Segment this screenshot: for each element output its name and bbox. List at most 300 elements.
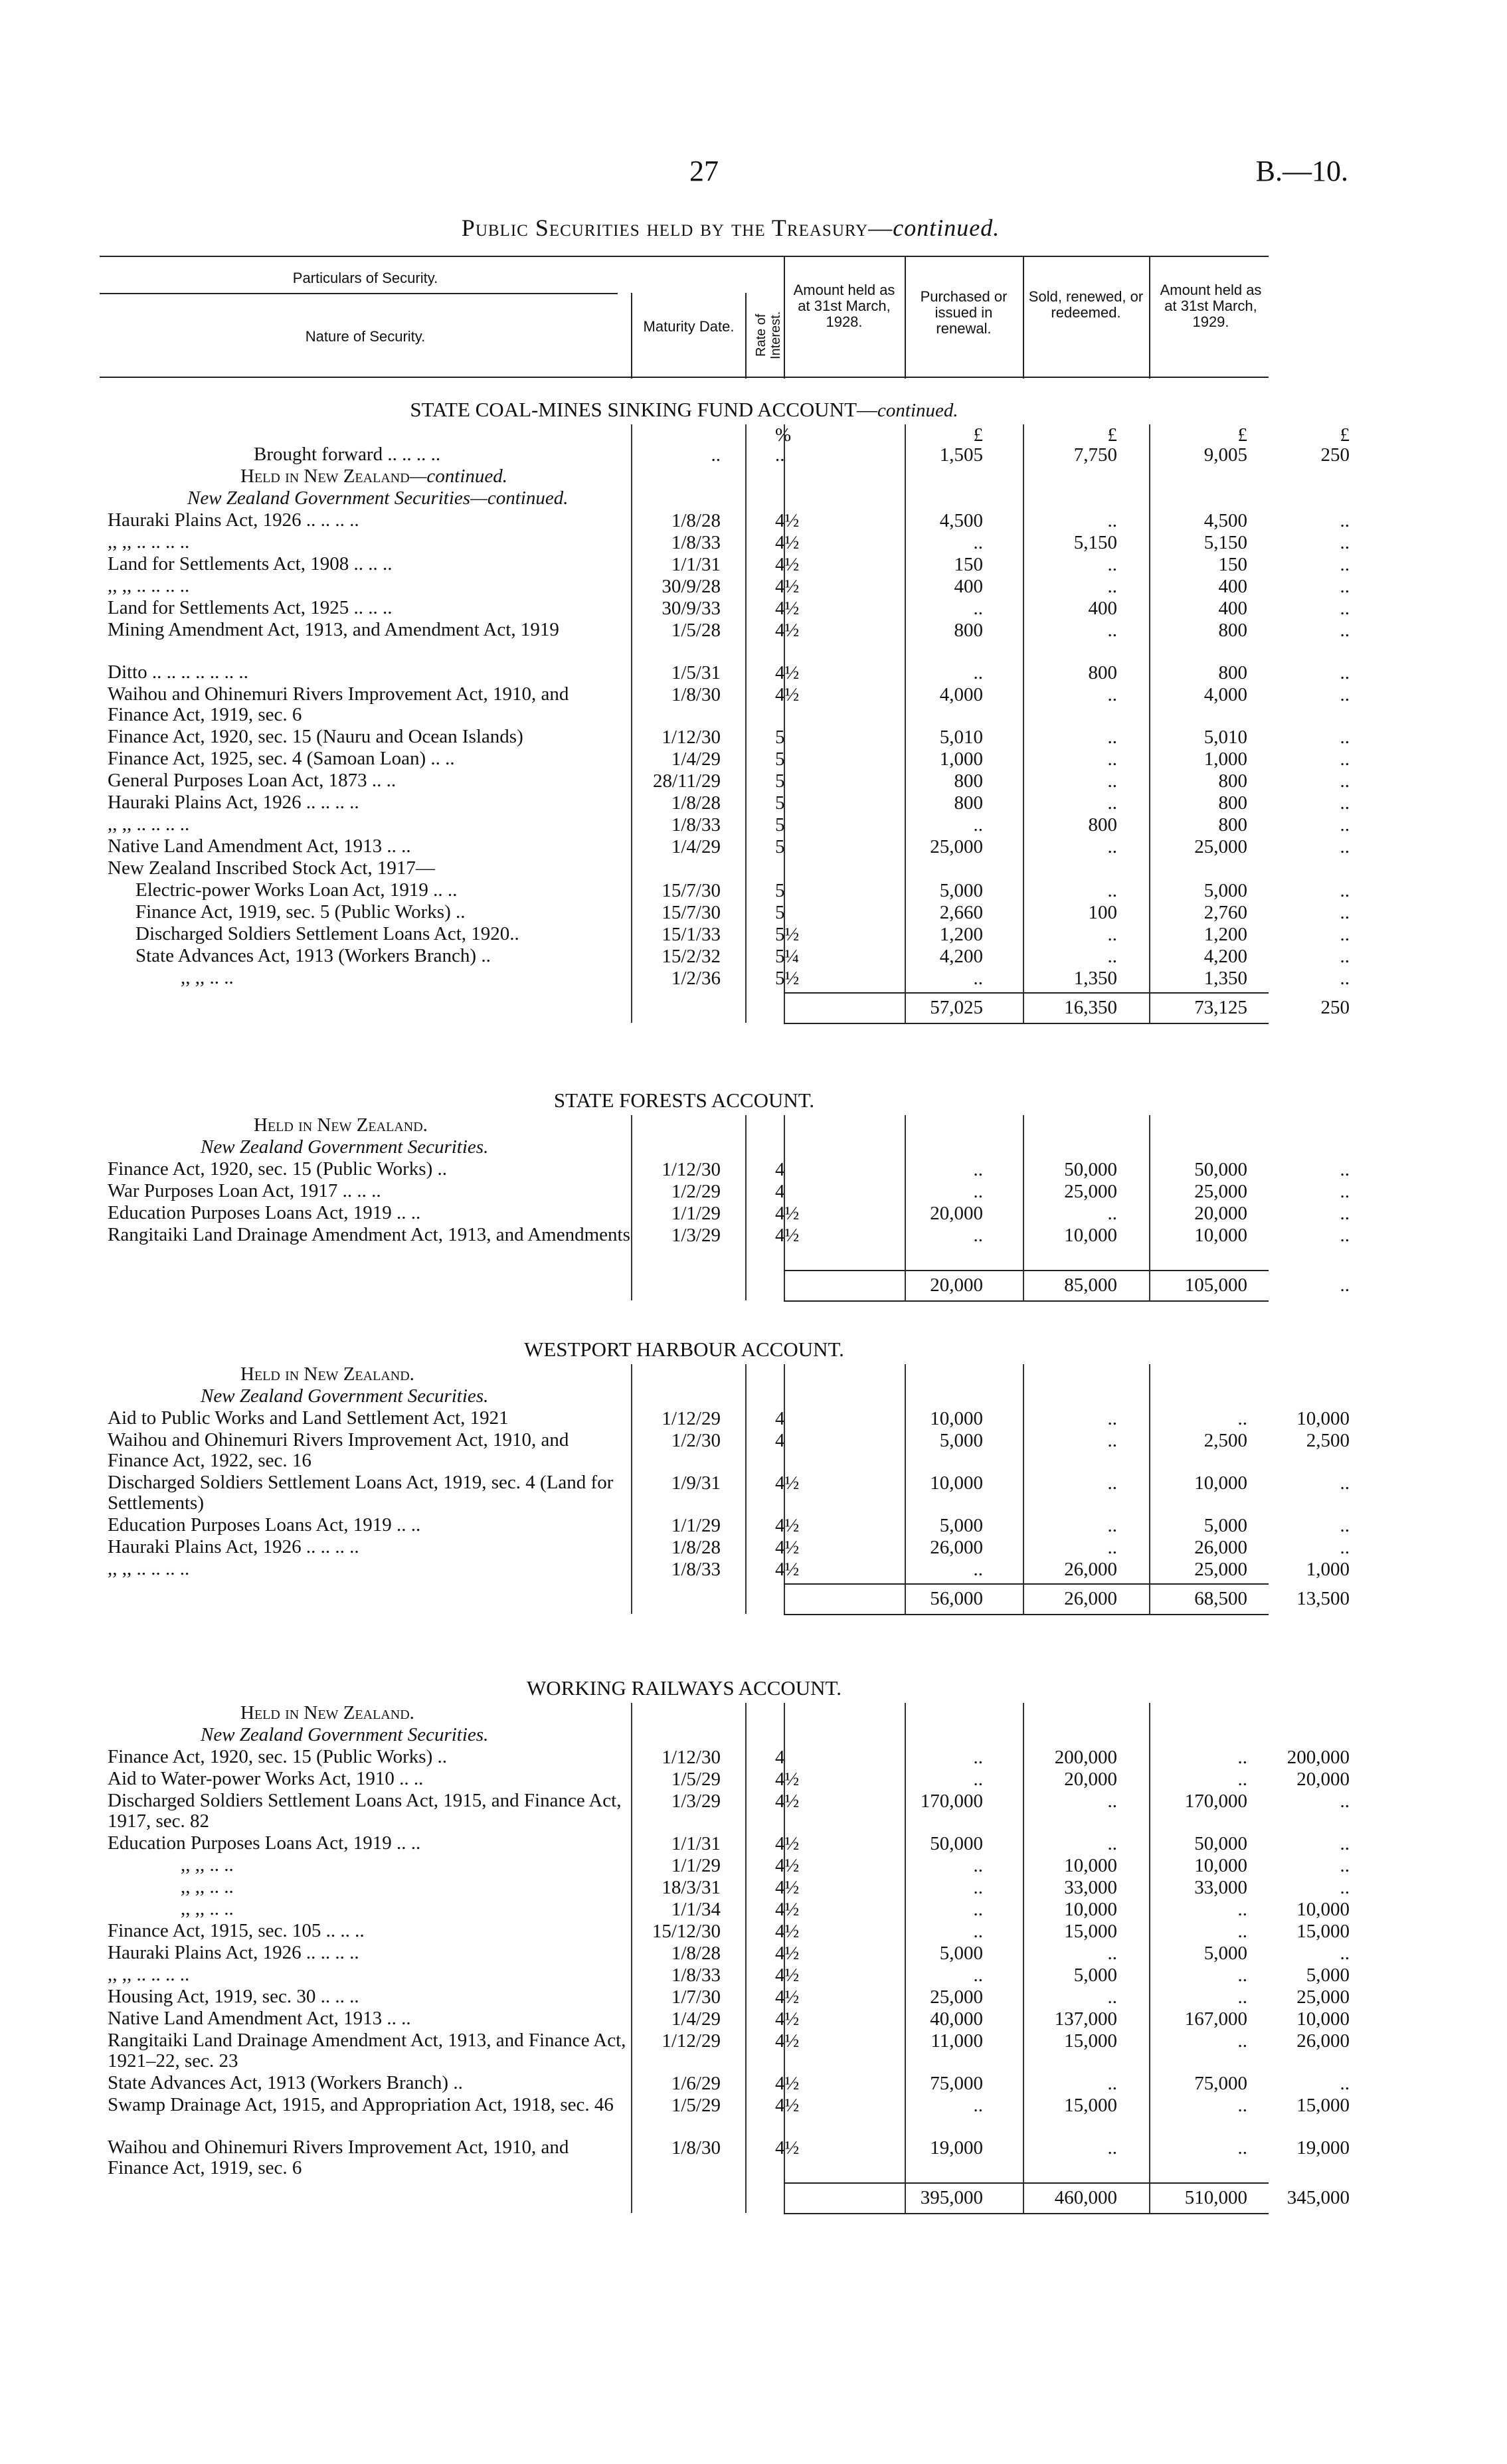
document-title: Public Securities held by the Treasury—continued. xyxy=(461,215,1000,241)
total-row: 57,025 16,350 73,125 250 xyxy=(930,997,1350,1018)
amount-held-1929: .. xyxy=(1340,924,1350,945)
amount-held-1928: 170,000 xyxy=(920,1791,983,1812)
amount-held-1928: 10,000 xyxy=(930,1472,983,1494)
table-row xyxy=(100,619,1350,662)
interest-rate: 4 xyxy=(775,1181,785,1202)
security-name: Education Purposes Loans Act, 1919 .. .. xyxy=(108,1832,421,1854)
amount-held-1928: 25,000 xyxy=(930,836,983,857)
security-name: Finance Act, 1920, sec. 15 (Public Works) .. xyxy=(108,1158,447,1180)
purchased-amount: 10,000 xyxy=(1064,1855,1117,1876)
interest-rate: 4 xyxy=(775,1430,785,1451)
sold-amount: 400 xyxy=(1218,598,1247,619)
amount-held-1929: .. xyxy=(1340,1159,1350,1180)
maturity-date: 1/5/31 xyxy=(671,662,721,683)
amount-held-1929: 10,000 xyxy=(1296,1408,1350,1429)
sold-amount: 25,000 xyxy=(1194,836,1247,857)
interest-rate: 4½ xyxy=(775,532,800,553)
interest-rate: 4½ xyxy=(775,510,800,531)
interest-rate: 4½ xyxy=(775,1877,800,1898)
interest-rate: 4 xyxy=(775,1747,785,1768)
amount-held-1928: 10,000 xyxy=(930,1408,983,1429)
amount-held-1928: 25,000 xyxy=(930,1986,983,2008)
table-row xyxy=(100,531,1350,554)
section-title: WESTPORT HARBOUR ACCOUNT. xyxy=(524,1338,844,1361)
security-name: ,, ,, .. .. .. .. xyxy=(108,1558,190,1579)
purchased-amount: 25,000 xyxy=(1064,1181,1117,1202)
column-rule xyxy=(631,1703,632,2213)
amount-held-1929: 1,000 xyxy=(1306,1559,1350,1580)
column-rule xyxy=(1149,1115,1150,1300)
purchased-amount: 50,000 xyxy=(1064,1159,1117,1180)
purchased-amount: 10,000 xyxy=(1064,1899,1117,1920)
security-name: Hauraki Plains Act, 1926 .. .. .. .. xyxy=(108,792,359,813)
purchased-amount: 800 xyxy=(1088,814,1117,836)
section-title: STATE COAL-MINES SINKING FUND ACCOUNT—continued. xyxy=(410,398,958,421)
interest-rate: 5½ xyxy=(775,924,800,945)
purchased-amount: .. xyxy=(1107,1430,1117,1451)
purchased-amount: .. xyxy=(1107,1515,1117,1536)
sold-amount: 75,000 xyxy=(1194,2073,1247,2094)
total-row: 56,000 26,000 68,500 13,500 xyxy=(930,1588,1350,1609)
purchased-amount: .. xyxy=(1107,1986,1117,2008)
sold-amount: .. xyxy=(1237,1965,1247,1986)
purchased-amount: .. xyxy=(1107,880,1117,901)
purchased-amount: 10,000 xyxy=(1064,1225,1117,1246)
held-heading: Held in New Zealand. xyxy=(254,1114,428,1136)
coal-rows xyxy=(100,509,1350,990)
amount-held-1929: .. xyxy=(1340,620,1350,641)
sold-amount: 4,000 xyxy=(1203,684,1247,705)
security-name: Waihou and Ohinemuri Rivers Improvement Act, 1910, and Finance Act, 1919, sec. 6 xyxy=(108,683,569,725)
amount-held-1929: .. xyxy=(1340,792,1350,814)
sold-amount: .. xyxy=(1237,1769,1247,1790)
amount-held-1928: 800 xyxy=(954,620,983,641)
column-rule xyxy=(745,1703,747,2213)
column-rule xyxy=(784,1115,785,1300)
interest-rate: 4½ xyxy=(775,1515,800,1536)
purchased-amount: 26,000 xyxy=(1064,1559,1117,1580)
column-rule xyxy=(745,1364,747,1614)
maturity-date: 30/9/33 xyxy=(662,598,721,619)
table-row xyxy=(100,1429,1350,1472)
interest-rate: 5 xyxy=(775,748,785,770)
page-reference: B.—10. xyxy=(1255,155,1348,187)
sold-amount: .. xyxy=(1237,1986,1247,2008)
table-row xyxy=(100,814,1350,836)
sold-amount: 1,200 xyxy=(1203,924,1247,945)
interest-rate: 4½ xyxy=(775,1472,800,1494)
maturity-date: 1/2/36 xyxy=(671,968,721,989)
amount-held-1929: .. xyxy=(1340,1203,1350,1224)
held-heading: Held in New Zealand. xyxy=(240,1702,414,1723)
amount-held-1928: .. xyxy=(973,1559,983,1580)
security-name: Discharged Soldiers Settlement Loans Act, 1919, sec. 4 (Land for Settlements) xyxy=(108,1472,614,1514)
security-name: ,, ,, .. .. .. .. xyxy=(108,814,190,835)
purchased-amount: .. xyxy=(1107,2137,1117,2158)
header-amount-1929: Amount held as at 31st March, 1929. xyxy=(1160,282,1262,330)
maturity-date: 1/8/28 xyxy=(671,1537,721,1558)
security-name: Land for Settlements Act, 1908 .. .. .. xyxy=(108,553,393,574)
maturity-date: 1/8/28 xyxy=(671,510,721,531)
security-name: Native Land Amendment Act, 1913 .. .. xyxy=(108,836,411,857)
amount-held-1929: .. xyxy=(1340,1943,1350,1964)
interest-rate: 4½ xyxy=(775,2030,800,2052)
maturity-date: 1/12/30 xyxy=(662,727,721,748)
security-name: Finance Act, 1915, sec. 105 .. .. .. xyxy=(108,1920,365,1941)
table-row xyxy=(100,1558,1350,1581)
interest-rate: 4½ xyxy=(775,1833,800,1854)
amount-held-1929: .. xyxy=(1340,1472,1350,1494)
maturity-date: 15/7/30 xyxy=(662,902,721,923)
sold-amount: 800 xyxy=(1218,770,1247,792)
amount-held-1929: .. xyxy=(1340,510,1350,531)
security-name: Ditto .. .. .. .. .. .. .. xyxy=(108,661,248,683)
column-rule xyxy=(905,1703,906,2213)
amount-held-1928: 5,010 xyxy=(939,727,983,748)
interest-rate: 4½ xyxy=(775,1791,800,1812)
title-main: Public Securities held by the Treasury xyxy=(461,215,869,241)
table-row xyxy=(100,1768,1350,1791)
interest-rate: 4½ xyxy=(775,662,800,683)
maturity-date: 1/4/29 xyxy=(671,748,721,770)
amount-held-1929: .. xyxy=(1340,1855,1350,1876)
held-heading: Held in New Zealand—continued. xyxy=(240,466,508,487)
security-name: Finance Act, 1919, sec. 5 (Public Works) .. xyxy=(135,901,466,923)
sold-amount: 150 xyxy=(1218,554,1247,575)
sold-amount: .. xyxy=(1237,2095,1247,2116)
interest-rate: 4½ xyxy=(775,2095,800,2116)
column-rule xyxy=(745,1115,747,1300)
purchased-amount: .. xyxy=(1107,1203,1117,1224)
purchased-amount: .. xyxy=(1107,1408,1117,1429)
table-row xyxy=(100,879,1350,902)
table-row xyxy=(100,792,1350,814)
table-row xyxy=(100,553,1350,576)
interest-rate: 4½ xyxy=(775,1943,800,1964)
interest-rate: 5 xyxy=(775,836,785,857)
sold-amount: 800 xyxy=(1218,620,1247,641)
interest-rate: 5 xyxy=(775,727,785,748)
table-row xyxy=(100,2008,1350,2030)
amount-held-1929: .. xyxy=(1340,1537,1350,1558)
security-name: Native Land Amendment Act, 1913 .. .. xyxy=(108,2008,411,2029)
table-row xyxy=(100,597,1350,620)
security-name: Discharged Soldiers Settlement Loans Act, 1915, and Finance Act, 1917, sec. 82 xyxy=(108,1790,622,1832)
maturity-date: 1/4/29 xyxy=(671,2008,721,2030)
section-working-railways xyxy=(100,1674,1350,2216)
purchased-amount: 5,150 xyxy=(1073,532,1117,553)
sold-amount: 2,760 xyxy=(1203,902,1247,923)
amount-held-1928: .. xyxy=(973,598,983,619)
maturity-date: 1/12/30 xyxy=(662,1159,721,1180)
subheading: New Zealand Government Securities. xyxy=(201,1136,489,1158)
interest-rate: 4½ xyxy=(775,1769,800,1790)
security-name: Electric-power Works Loan Act, 1919 .. .. xyxy=(135,879,458,901)
purchased-amount: 15,000 xyxy=(1064,2030,1117,2052)
column-rule xyxy=(745,424,747,1023)
security-name: State Advances Act, 1913 (Workers Branch) .. xyxy=(108,2072,463,2093)
interest-rate: 4 xyxy=(775,1159,785,1180)
security-name: ,, ,, .. .. .. .. xyxy=(108,1964,190,1985)
security-name: New Zealand Inscribed Stock Act, 1917— xyxy=(108,857,435,879)
interest-rate: 4½ xyxy=(775,1899,800,1920)
table-row xyxy=(100,1986,1350,2008)
table-row xyxy=(100,575,1350,598)
sold-amount: 400 xyxy=(1218,576,1247,597)
purchased-amount: 137,000 xyxy=(1054,2008,1117,2030)
table-row xyxy=(100,1964,1350,1986)
total-rule xyxy=(784,1023,1269,1024)
amount-held-1928: .. xyxy=(973,1769,983,1790)
title-suffix: continued. xyxy=(893,215,1000,241)
table-row xyxy=(100,2094,1350,2137)
header-maturity: Maturity Date. xyxy=(643,318,735,335)
amount-held-1929: .. xyxy=(1340,880,1350,901)
amount-held-1929: .. xyxy=(1340,1225,1350,1246)
units-row: % £ £ £ £ xyxy=(775,424,1350,446)
interest-rate: 5 xyxy=(775,902,785,923)
amount-held-1928: .. xyxy=(973,1181,983,1202)
interest-rate: 4½ xyxy=(775,1855,800,1876)
amount-held-1929: .. xyxy=(1340,946,1350,967)
maturity-date: 1/5/28 xyxy=(671,620,721,641)
amount-held-1928: 4,000 xyxy=(939,684,983,705)
interest-rate: 5 xyxy=(775,880,785,901)
maturity-date: 1/1/29 xyxy=(671,1855,721,1876)
maturity-date: 15/2/32 xyxy=(662,946,721,967)
amount-held-1929: .. xyxy=(1340,532,1350,553)
maturity-date: 1/8/33 xyxy=(671,1559,721,1580)
table-row xyxy=(100,1790,1350,1833)
column-rule xyxy=(631,424,632,1023)
amount-held-1929: .. xyxy=(1340,1181,1350,1202)
purchased-amount: 800 xyxy=(1088,662,1117,683)
total-rule xyxy=(784,1614,1269,1615)
maturity-date: 1/8/33 xyxy=(671,1965,721,1986)
interest-rate: 4½ xyxy=(775,620,800,641)
column-rule xyxy=(905,1115,906,1300)
amount-held-1929: 10,000 xyxy=(1296,1899,1350,1920)
maturity-date: 1/8/33 xyxy=(671,814,721,836)
interest-rate: 4½ xyxy=(775,1225,800,1246)
table-row xyxy=(100,1224,1350,1267)
amount-held-1929: 25,000 xyxy=(1296,1986,1350,2008)
column-rule xyxy=(1149,424,1150,1023)
sold-amount: 50,000 xyxy=(1194,1833,1247,1854)
sold-amount: 20,000 xyxy=(1194,1203,1247,1224)
column-rule xyxy=(784,1364,785,1614)
interest-rate: 5¼ xyxy=(775,946,800,967)
column-rule xyxy=(784,424,785,1023)
table-row xyxy=(100,945,1350,968)
table-row xyxy=(100,2072,1350,2095)
sold-amount: 167,000 xyxy=(1184,2008,1247,2030)
sold-amount: 1,350 xyxy=(1203,968,1247,989)
table-row xyxy=(100,1746,1350,1769)
purchased-amount: .. xyxy=(1107,510,1117,531)
sold-amount: 800 xyxy=(1218,792,1247,814)
amount-held-1928: 5,000 xyxy=(939,880,983,901)
purchased-amount: .. xyxy=(1107,620,1117,641)
table-row xyxy=(100,748,1350,770)
amount-held-1928: .. xyxy=(973,1747,983,1768)
amount-held-1929: .. xyxy=(1340,968,1350,989)
maturity-date: 1/1/29 xyxy=(671,1203,721,1224)
amount-held-1929: .. xyxy=(1340,554,1350,575)
sold-amount: .. xyxy=(1237,1747,1247,1768)
maturity-date: 18/3/31 xyxy=(662,1877,721,1898)
interest-rate: 4½ xyxy=(775,576,800,597)
total-row: 20,000 85,000 105,000 .. xyxy=(930,1275,1350,1296)
sold-amount: 5,000 xyxy=(1203,1943,1247,1964)
table-row xyxy=(100,770,1350,792)
amount-held-1928: 11,000 xyxy=(931,2030,983,2052)
column-rule xyxy=(1149,1703,1150,2213)
maturity-date: 1/7/30 xyxy=(671,1986,721,2008)
amount-held-1928: 800 xyxy=(954,792,983,814)
interest-rate: 5 xyxy=(775,770,785,792)
table-row xyxy=(100,1876,1350,1899)
purchased-amount: .. xyxy=(1107,1833,1117,1854)
amount-held-1928: 2,660 xyxy=(939,902,983,923)
column-rule xyxy=(1023,1703,1024,2213)
amount-held-1929: 5,000 xyxy=(1306,1965,1350,1986)
interest-rate: 4½ xyxy=(775,1559,800,1580)
sold-amount: 26,000 xyxy=(1194,1537,1247,1558)
header-purchased: Purchased or issued in renewal. xyxy=(920,288,1008,337)
security-name: Land for Settlements Act, 1925 .. .. .. xyxy=(108,597,393,618)
maturity-date: 1/4/29 xyxy=(671,836,721,857)
security-name: ,, ,, .. .. xyxy=(181,1876,234,1897)
subheading: New Zealand Government Securities. xyxy=(201,1724,489,1745)
purchased-amount: .. xyxy=(1107,946,1117,967)
sold-amount: 50,000 xyxy=(1194,1159,1247,1180)
total-rule xyxy=(784,2213,1269,2214)
table-row xyxy=(100,509,1350,532)
amount-held-1928: .. xyxy=(973,1225,983,1246)
interest-rate: 4½ xyxy=(775,2073,800,2094)
maturity-date: 1/3/29 xyxy=(671,1225,721,1246)
security-name: ,, ,, .. .. xyxy=(181,1898,234,1919)
maturity-date: 1/1/31 xyxy=(671,1833,721,1854)
held-heading: Held in New Zealand. xyxy=(240,1364,414,1385)
purchased-amount: 15,000 xyxy=(1064,2095,1117,2116)
purchased-amount: 15,000 xyxy=(1064,1921,1117,1942)
sold-amount: .. xyxy=(1237,1899,1247,1920)
security-name: ,, ,, .. .. .. .. xyxy=(108,531,190,553)
westport-rows xyxy=(100,1407,1350,1581)
security-name: Aid to Public Works and Land Settlement Act, 1921 xyxy=(108,1407,509,1429)
maturity-date: 1/2/30 xyxy=(671,1430,721,1451)
maturity-date: 1/8/28 xyxy=(671,792,721,814)
amount-held-1929: .. xyxy=(1340,576,1350,597)
interest-rate: 4½ xyxy=(775,1965,800,1986)
subheading: New Zealand Government Securities. xyxy=(201,1385,489,1407)
maturity-date: 15/7/30 xyxy=(662,880,721,901)
sold-amount: 800 xyxy=(1218,662,1247,683)
column-rule xyxy=(905,424,906,1023)
total-rule xyxy=(784,1300,1269,1302)
amount-held-1928: 26,000 xyxy=(930,1537,983,1558)
maturity-date: 1/1/31 xyxy=(671,554,721,575)
header-nature: Nature of Security. xyxy=(305,328,426,345)
amount-held-1928: 5,000 xyxy=(939,1515,983,1536)
amount-held-1929: .. xyxy=(1340,770,1350,792)
interest-rate: 5 xyxy=(775,792,785,814)
section-westport-harbour xyxy=(100,1335,1350,1617)
amount-held-1928: 1,200 xyxy=(939,924,983,945)
maturity-date: 1/8/28 xyxy=(671,1943,721,1964)
table-row xyxy=(100,1898,1350,1921)
amount-held-1929: .. xyxy=(1340,727,1350,748)
total-row: 395,000 460,000 510,000 345,000 xyxy=(920,2187,1350,2208)
security-name: War Purposes Loan Act, 1917 .. .. .. xyxy=(108,1180,381,1201)
interest-rate: 5 xyxy=(775,814,785,836)
interest-rate: 4½ xyxy=(775,554,800,575)
security-name: Discharged Soldiers Settlement Loans Act, 1920.. xyxy=(135,923,519,944)
table-row xyxy=(100,683,1350,727)
sold-amount: 25,000 xyxy=(1194,1559,1247,1580)
column-rule xyxy=(631,1364,632,1614)
table-row xyxy=(100,661,1350,684)
interest-rate: 4½ xyxy=(775,684,800,705)
total-rule xyxy=(784,1583,1269,1585)
amount-held-1928: 1,000 xyxy=(939,748,983,770)
maturity-date: 28/11/29 xyxy=(652,770,721,792)
amount-held-1928: 5,000 xyxy=(939,1943,983,1964)
maturity-date: 15/12/30 xyxy=(652,1921,721,1942)
sold-amount: 5,150 xyxy=(1203,532,1247,553)
sold-amount: 33,000 xyxy=(1194,1877,1247,1898)
column-rule xyxy=(905,1364,906,1614)
maturity-date: 1/12/30 xyxy=(662,1747,721,1768)
amount-held-1928: 50,000 xyxy=(930,1833,983,1854)
purchased-amount: 400 xyxy=(1088,598,1117,619)
amount-held-1928: .. xyxy=(973,1877,983,1898)
total-rule xyxy=(784,1270,1269,1271)
maturity-date: 1/1/29 xyxy=(671,1515,721,1536)
forests-rows xyxy=(100,1158,1350,1267)
section-title: WORKING RAILWAYS ACCOUNT. xyxy=(527,1676,842,1700)
sold-amount: 5,000 xyxy=(1203,880,1247,901)
maturity-date: 1/9/31 xyxy=(671,1472,721,1494)
amount-held-1928: .. xyxy=(973,1159,983,1180)
table-row xyxy=(100,901,1350,924)
amount-held-1928: 150 xyxy=(954,554,983,575)
security-name: Waihou and Ohinemuri Rivers Improvement Act, 1910, and Finance Act, 1919, sec. 6 xyxy=(108,2137,569,2178)
amount-held-1928: 400 xyxy=(954,576,983,597)
table-row xyxy=(100,726,1350,748)
security-name: Finance Act, 1925, sec. 4 (Samoan Loan) .. .. xyxy=(108,748,455,769)
subheading: New Zealand Government Securities—continued. xyxy=(187,487,569,509)
security-name: Finance Act, 1920, sec. 15 (Public Works) .. xyxy=(108,1746,447,1767)
table-header xyxy=(100,256,1269,379)
purchased-amount: .. xyxy=(1107,1472,1117,1494)
amount-held-1928: .. xyxy=(973,814,983,836)
column-rule xyxy=(1149,1364,1150,1614)
security-name: Housing Act, 1919, sec. 30 .. .. .. xyxy=(108,1986,359,2007)
section-title: STATE FORESTS ACCOUNT. xyxy=(553,1089,815,1112)
maturity-date: 1/5/29 xyxy=(671,2095,721,2116)
maturity-date: 1/3/29 xyxy=(671,1791,721,1812)
amount-held-1929: .. xyxy=(1340,662,1350,683)
amount-held-1929: .. xyxy=(1340,684,1350,705)
amount-held-1929: 20,000 xyxy=(1296,1769,1350,1790)
amount-held-1929: 2,500 xyxy=(1306,1430,1350,1451)
amount-held-1928: 20,000 xyxy=(930,1203,983,1224)
amount-held-1928: .. xyxy=(973,968,983,989)
amount-held-1929: 10,000 xyxy=(1296,2008,1350,2030)
